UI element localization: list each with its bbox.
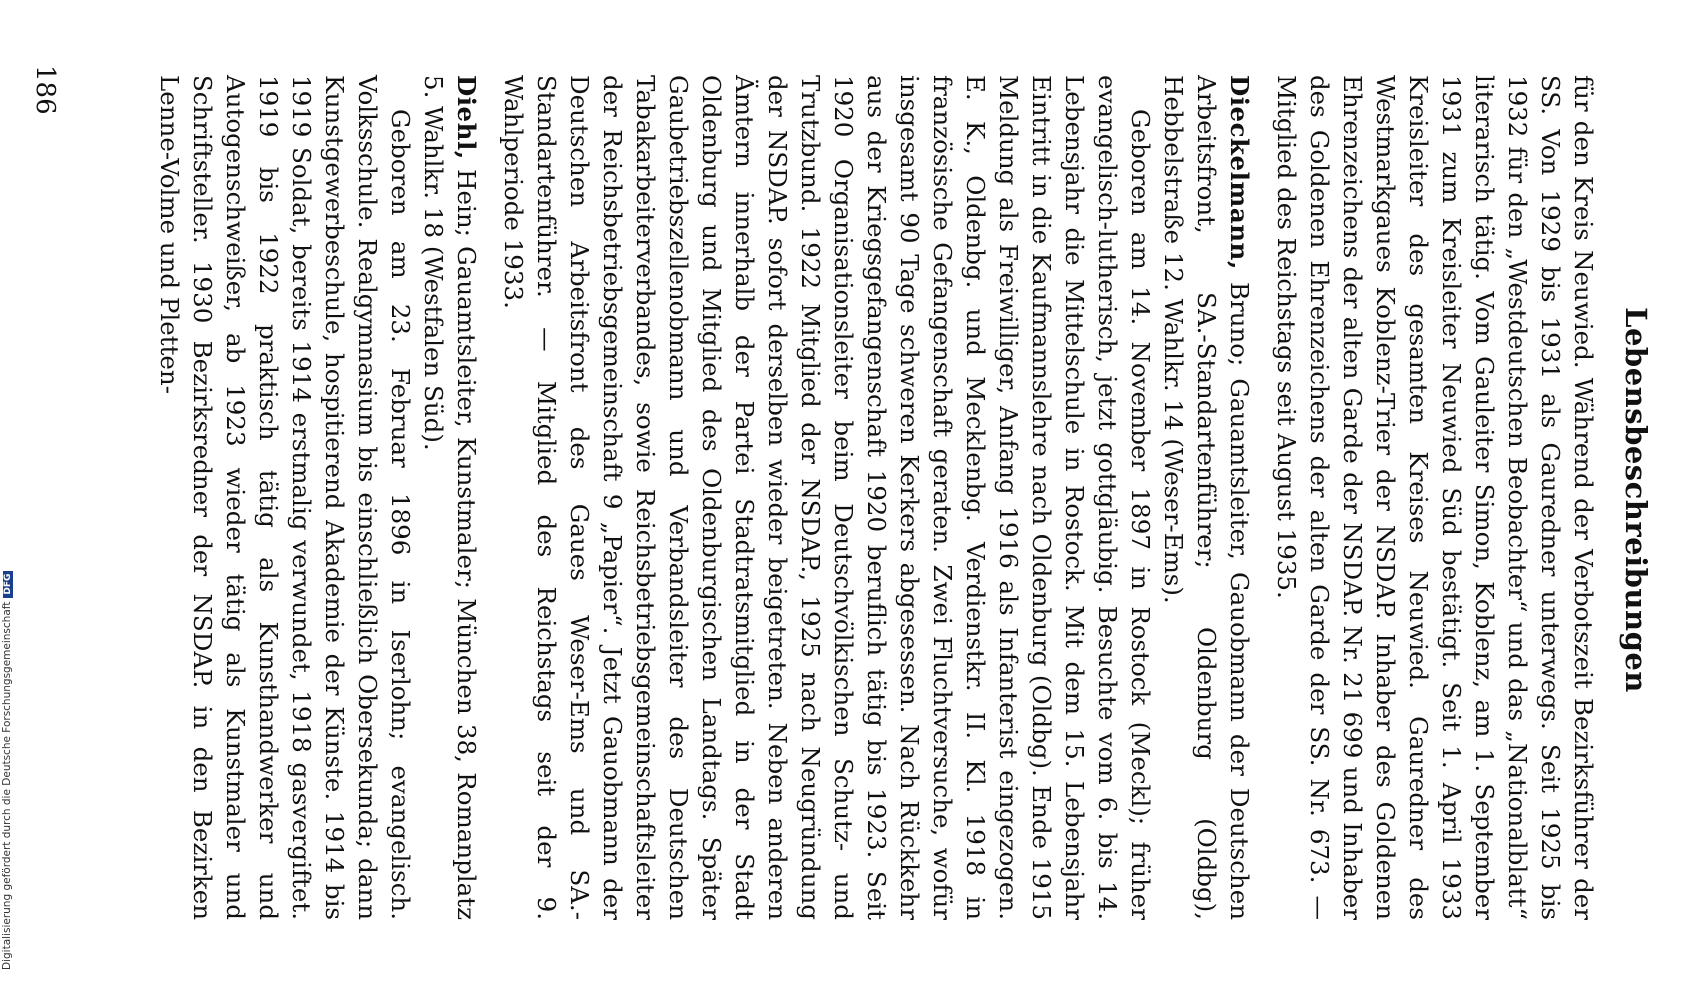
digitization-note: [1, 0, 17, 970]
text-block: [139, 75, 1600, 920]
entry-body: Geboren am 14. November 1897 in Rostock (Meckl); früher evangelisch-lutherisch, jetzt gottgläubig. Besuchte vom 6. bis 14. Lebensjahr die Mittelschule in Rostock. Mit dem 15. Lebensjahr Eintritt in die Kaufmannslehre nach Oldenburg (Oldbg). Ende 1915 Meldung als Freiwilliger, Anfang 1916 als Infanterist eingezogen. E. K., Oldenbg. und Mecklenbg. Verdienstkr. II. Kl. 1918 in französische Gefangenschaft geraten. Zwei Fluchtversuche, wofür insgesamt 90 Tage schweren Kerkers abgesessen. Nach Rückkehr aus der Kriegsgefangenschaft 1920 beruflich tätig bis 1923. Seit 1920 Organisationsleiter beim Deutschvölkischen Schutz- und Trutzbund. 1922 Mitglied der NSDAP., 1925 nach Neugründung der NSDAP. sofort derselben wieder beigetreten. Neben anderen Ämtern innerhalb der Partei Stadtratsmitglied in der Stadt Oldenburg und Mitglied des Oldenburgischen Landtags. Später Gaubetriebszellenobmann und Verbandsleiter des Deutschen Tabakarbeiterverbandes, sowie Reichsbetriebsgemeinschaftsleiter der Reichsbetriebsgemeinschaft 9 „Papier“. Jetzt Gauobmann der Deutschen Arbeitsfront des Gaues Weser-Ems und SA.-Standartenführer. — Mitglied des Reichstags seit der 9. Wahlperiode 1933.: [499, 75, 1155, 920]
entry-name: Dieckelmann,: [1225, 75, 1254, 270]
entry-body: Geboren am 23. Februar 1896 in Iserlohn; evangelisch. Volksschule. Realgymnasium bis einschließlich Obersekunda; dann Kunstgewerbeschule, hospitierend Akademie der Künste. 1914 bis 1919 Soldat, bereits 1914 erstmalig verwundet, 1918 gasvergiftet. 1919 bis 1922 praktisch tätig als Kunsthandwerker und Autogenschweißer, ab 1923 wieder tätig als Kunstmaler und Schriftsteller. 1930 Bezirksredner der NSDAP. in den Bezirken Lenne-Volme und Pletten-: [155, 75, 415, 920]
entry-header-details: Hein; Gauamtsleiter, Kunstmaler; München 38, Romanplatz 5. Wahlkr. 18 (Westfalen Süd).: [419, 75, 481, 920]
biography-entry-dieckelmann: [497, 75, 1256, 920]
continuation-text: für den Kreis Neuwied. Während der Verbotszeit Bezirksführer der SS. Von 1929 bis 1931 als Gauredner unterwegs. Seit 1925 bis 1932 für den „Westdeutschen Beobachter“ und das „Nationalblatt“ literarisch tätig. Vom Gauleiter Simon, Koblenz, am 1. September 1931 zum Kreisleiter Neuwied Süd bestätigt. Seit 1. April 1933 Kreisleiter des gesamten Kreises Neuwied. Gauredner des Westmarkgaues Koblenz-Trier der NSDAP. Inhaber des Goldenen Ehrenzeichens der alten Garde der NSDAP. Nr. 21 699 und Inhaber des Goldenen Ehrenzeichens der alten Garde der SS. Nr. 673. — Mitglied des Reichstags seit August 1935.: [1272, 75, 1598, 920]
page-number: 186: [30, 65, 60, 115]
continuation-entry: [1270, 75, 1600, 920]
biography-entry-diehl: [153, 75, 483, 920]
digitization-text: Digitalisierung gefördert durch die Deutsche Forschungsgemeinschaft: [1, 601, 13, 970]
entry-header: [1157, 75, 1256, 920]
running-head: Lebensbeschreibungen: [1619, 307, 1653, 693]
entry-header: [417, 75, 483, 920]
dfg-logo: DFG: [3, 571, 13, 598]
entry-name: Diehl,: [452, 75, 481, 160]
entry-header-details: Bruno; Gauamtsleiter, Gauobmann der Deutschen Arbeitsfront, SA.-Standartenführer; Oldenburg (Oldbg), Hebbelstraße 12. Wahlkr. 14 (Weser-Ems).: [1159, 75, 1254, 920]
